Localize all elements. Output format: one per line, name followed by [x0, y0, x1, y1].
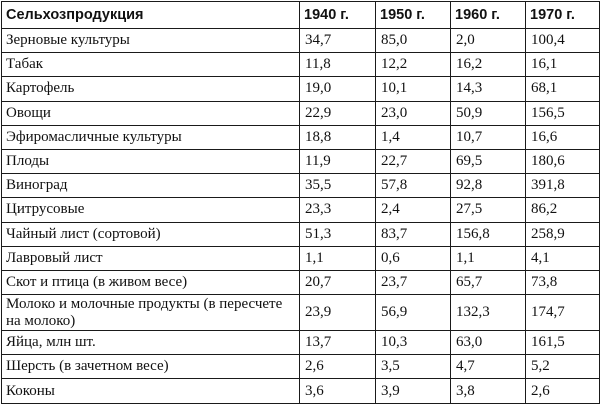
table-row — [2, 125, 600, 149]
cell-value-1950: 10,3 — [376, 331, 451, 355]
cell-value-1960: 10,7 — [451, 125, 526, 149]
cell-product: Виноград — [2, 174, 300, 198]
header-year-1960: 1960 г. — [451, 2, 526, 29]
cell-value-1950: 3,5 — [376, 355, 451, 379]
header-product: Сельхозпродукция — [2, 2, 300, 29]
cell-value-1960: 65,7 — [451, 270, 526, 294]
cell-value-1940: 19,0 — [300, 77, 376, 101]
cell-product: Чайный лист (сортовой) — [2, 222, 300, 246]
cell-value-1960: 27,5 — [451, 198, 526, 222]
cell-product: Табак — [2, 53, 300, 77]
cell-value-1940: 1,1 — [300, 246, 376, 270]
cell-value-1960: 4,7 — [451, 355, 526, 379]
cell-value-1940: 13,7 — [300, 331, 376, 355]
cell-value-1960: 14,3 — [451, 77, 526, 101]
cell-value-1960: 50,9 — [451, 101, 526, 125]
cell-product: Плоды — [2, 149, 300, 173]
table-row — [2, 29, 600, 53]
cell-value-1970: 161,5 — [526, 331, 600, 355]
cell-value-1970: 73,8 — [526, 270, 600, 294]
cell-value-1970: 5,2 — [526, 355, 600, 379]
cell-value-1950: 10,1 — [376, 77, 451, 101]
cell-product: Шерсть (в зачетном весе) — [2, 355, 300, 379]
cell-value-1960: 16,2 — [451, 53, 526, 77]
table-row — [2, 77, 600, 101]
cell-value-1950: 2,4 — [376, 198, 451, 222]
cell-value-1950: 3,9 — [376, 379, 451, 403]
table-row — [2, 222, 600, 246]
cell-value-1960: 69,5 — [451, 149, 526, 173]
table-row — [2, 331, 600, 355]
cell-value-1970: 16,1 — [526, 53, 600, 77]
cell-value-1960: 2,0 — [451, 29, 526, 53]
cell-value-1940: 23,9 — [300, 295, 376, 331]
cell-value-1940: 51,3 — [300, 222, 376, 246]
cell-value-1940: 11,9 — [300, 149, 376, 173]
cell-value-1960: 63,0 — [451, 331, 526, 355]
cell-value-1940: 20,7 — [300, 270, 376, 294]
cell-value-1970: 180,6 — [526, 149, 600, 173]
cell-value-1940: 3,6 — [300, 379, 376, 403]
cell-value-1950: 22,7 — [376, 149, 451, 173]
header-year-1940: 1940 г. — [300, 2, 376, 29]
cell-value-1970: 4,1 — [526, 246, 600, 270]
header-year-1970: 1970 г. — [526, 2, 600, 29]
cell-value-1970: 391,8 — [526, 174, 600, 198]
cell-value-1960: 3,8 — [451, 379, 526, 403]
cell-value-1950: 12,2 — [376, 53, 451, 77]
cell-product: Яйца, млн шт. — [2, 331, 300, 355]
cell-value-1950: 57,8 — [376, 174, 451, 198]
cell-product: Зерновые культуры — [2, 29, 300, 53]
cell-value-1960: 92,8 — [451, 174, 526, 198]
header-year-1950: 1950 г. — [376, 2, 451, 29]
cell-value-1940: 11,8 — [300, 53, 376, 77]
cell-value-1970: 68,1 — [526, 77, 600, 101]
cell-value-1970: 100,4 — [526, 29, 600, 53]
cell-value-1950: 56,9 — [376, 295, 451, 331]
cell-product: Цитрусовые — [2, 198, 300, 222]
cell-value-1960: 156,8 — [451, 222, 526, 246]
cell-value-1970: 86,2 — [526, 198, 600, 222]
cell-product: Молоко и молочные продукты (в пересчете на молоко) — [2, 295, 300, 331]
cell-product: Скот и птица (в живом весе) — [2, 270, 300, 294]
table-row — [2, 355, 600, 379]
cell-value-1960: 132,3 — [451, 295, 526, 331]
header-row — [2, 2, 600, 29]
production-table — [1, 1, 600, 404]
cell-value-1970: 2,6 — [526, 379, 600, 403]
table-row — [2, 295, 600, 331]
cell-value-1970: 156,5 — [526, 101, 600, 125]
cell-value-1940: 34,7 — [300, 29, 376, 53]
cell-value-1950: 23,7 — [376, 270, 451, 294]
cell-value-1950: 0,6 — [376, 246, 451, 270]
table-row — [2, 379, 600, 403]
cell-value-1940: 23,3 — [300, 198, 376, 222]
table-row — [2, 101, 600, 125]
table-body — [2, 29, 600, 404]
cell-value-1940: 2,6 — [300, 355, 376, 379]
cell-product: Овощи — [2, 101, 300, 125]
table-row — [2, 198, 600, 222]
cell-value-1940: 35,5 — [300, 174, 376, 198]
cell-value-1950: 23,0 — [376, 101, 451, 125]
cell-value-1970: 258,9 — [526, 222, 600, 246]
table-row — [2, 270, 600, 294]
cell-value-1950: 1,4 — [376, 125, 451, 149]
cell-value-1950: 83,7 — [376, 222, 451, 246]
cell-value-1950: 85,0 — [376, 29, 451, 53]
cell-value-1970: 16,6 — [526, 125, 600, 149]
cell-product: Картофель — [2, 77, 300, 101]
table-row — [2, 246, 600, 270]
cell-product: Коконы — [2, 379, 300, 403]
cell-value-1940: 22,9 — [300, 101, 376, 125]
table-row — [2, 53, 600, 77]
table-header — [2, 2, 600, 29]
table-row — [2, 174, 600, 198]
cell-product: Эфиромасличные культуры — [2, 125, 300, 149]
cell-value-1970: 174,7 — [526, 295, 600, 331]
cell-value-1960: 1,1 — [451, 246, 526, 270]
cell-product: Лавровый лист — [2, 246, 300, 270]
cell-value-1940: 18,8 — [300, 125, 376, 149]
table-row — [2, 149, 600, 173]
